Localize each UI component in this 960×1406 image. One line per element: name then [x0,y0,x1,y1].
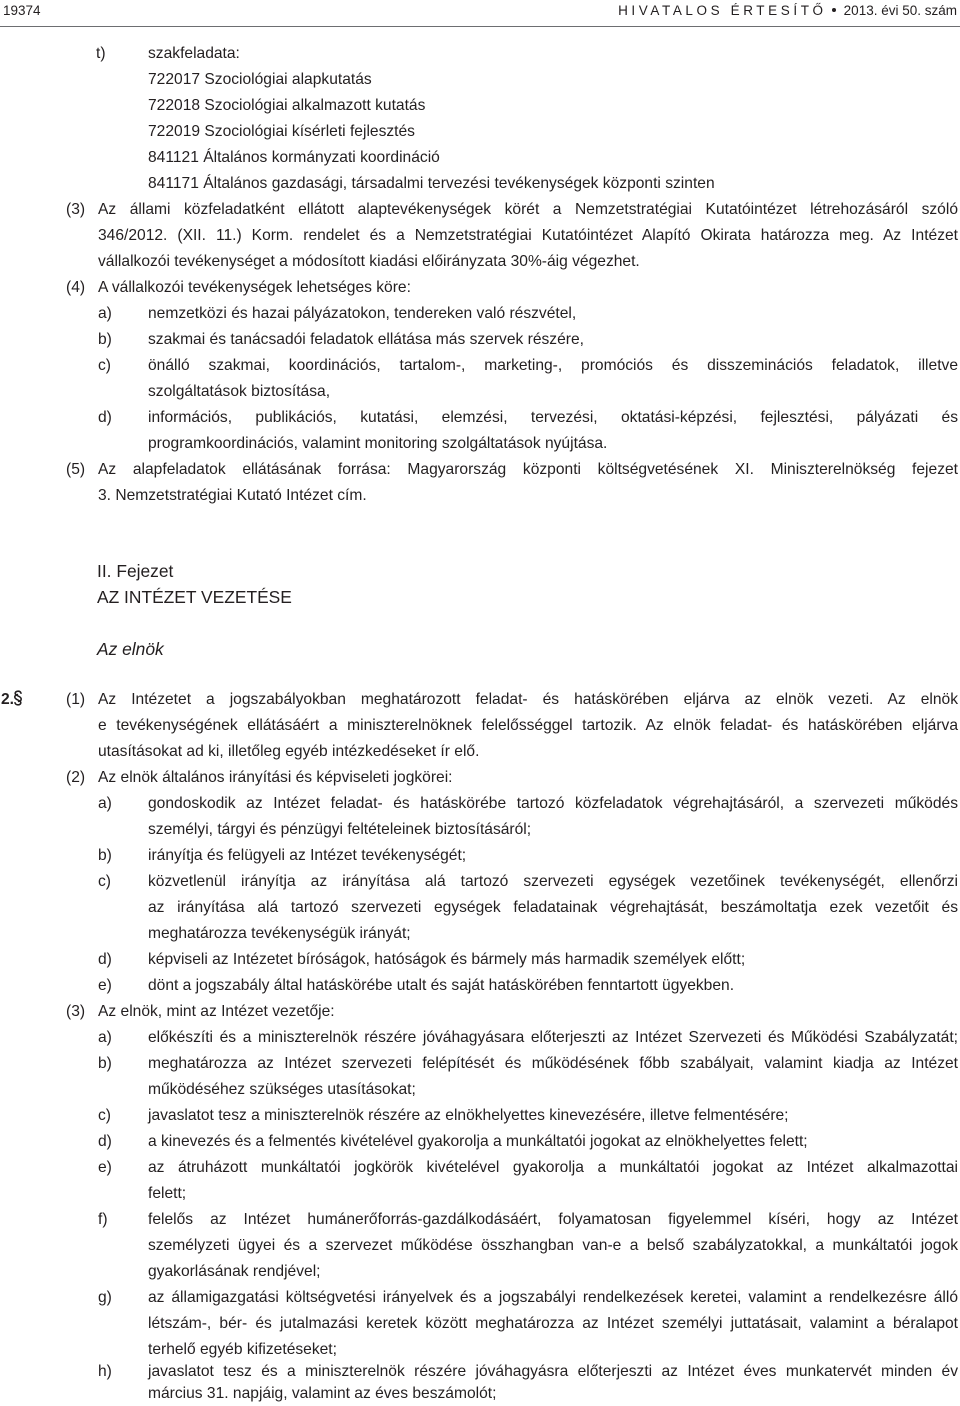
paragraph-number: (3) [66,1003,86,1020]
paragraph-number: (2) [66,769,86,786]
paragraph-line: 346/2012. (XII. 11.) Korm. rendelet és a Nemzetstratégiai Kutatóintézet Alapító Okirata határozza meg. Az Intézet [98,227,958,244]
journal-name: HIVATALOS ÉRTESÍTŐ [618,3,827,18]
item-label: a) [98,1029,112,1046]
item-line: meghatározza az Intézet szervezeti felépítését és működésének főbb szabályait, valamint kiadja az Intézet [148,1055,958,1072]
item-line: képviseli az Intézetet bíróságok, hatóságok és bármely más harmadik személyek előtt; [148,951,746,968]
activity-code: 841121 Általános kormányzati koordináció [148,149,440,166]
item-line: felett; [148,1185,187,1202]
item-line: terhelő egyéb kifizetéseket; [148,1341,337,1358]
item-line: gyakorlásának rendjével; [148,1263,321,1280]
paragraph-line: utasításokat ad ki, illetőleg egyéb intézkedéseket ír elő. [98,743,480,760]
item-label: h) [98,1363,112,1380]
paragraph-number: (4) [66,279,86,296]
paragraph-line: 3. Nemzetstratégiai Kutató Intézet cím. [98,487,367,504]
item-label: d) [98,409,112,426]
issue-label: 2013. évi 50. szám [843,3,957,18]
item-label: c) [98,1107,111,1124]
paragraph-line: e tevékenységének ellátásáért a miniszterelnöknek felelősséggel tartozik. Az elnök feladat- és hatáskörében eljárva [98,717,958,734]
item-line: önálló szakmai, koordinációs, tartalom-, marketing-, promóciós és disszeminációs feladatok, illetve [148,357,958,374]
paragraph-line: Az állami közfeladatként ellátott alaptevékenységek körét a Nemzetstratégiai Kutatóintézet létrehozásáról szóló [98,201,958,218]
item-line: szakmai és tanácsadói feladatok ellátása más szervek részére, [148,331,584,348]
item-label: b) [98,847,112,864]
section-number: 2. [1,691,15,708]
journal-title [618,3,957,18]
item-line: nemzetközi és hazai pályázatokon, tendereken való részvétel, [148,305,577,322]
item-label: e) [98,977,112,994]
item-line: gondoskodik az Intézet feladat- és hatáskörébe tartozó közfeladatok végrehajtásáról, a szervezeti működés [148,795,958,812]
chapter-subtitle: Az elnök [97,639,164,659]
item-label: c) [98,357,111,374]
paragraph-line: A vállalkozói tevékenységek lehetséges köre: [98,279,411,296]
item-line: személyzeti ügyei és a szervezet működése összhangban van-e a belső szabályzatokkal, a munkáltatói jogok [148,1237,958,1254]
chapter-title: AZ INTÉZET VEZETÉSE [97,587,292,607]
item-line: előkészíti és a miniszterelnök részére jóváhagyásara előterjeszti az Intézet Szervezeti és Működési Szabályzatát; [148,1029,958,1046]
item-line: javaslatot tesz és a miniszterelnök részére jóváhagyásra előterjeszti az Intézet éves munkatervét minden év [148,1363,958,1380]
item-line: dönt a jogszabály által hatáskörébe utalt és saját hatáskörében fenntartott ügyekben. [148,977,735,994]
running-header [0,0,960,27]
item-line: az államigazgatási költségvetési irányelvek és a jogszabályi rendelkezések keretei, valamint a rendelkezésre álló [148,1289,958,1306]
item-line: a kinevezés és a felmentés kivételével gyakorolja a munkáltatói jogokat az elnökhelyettes felett; [148,1133,808,1150]
item-line: létszám-, bér- és jutalmazási keretek között meghatározza az Intézet személyi juttatásait, valamint a béralapot [148,1315,958,1332]
paragraph-number: (3) [66,201,86,218]
item-label: a) [98,795,112,812]
item-label: d) [98,1133,112,1150]
item-line: felelős az Intézet humánerőforrás-gazdálkodásáért, folyamatosan figyelemmel kíséri, hogy az Intézet [148,1211,958,1228]
section-sign-icon [13,690,23,706]
item-line: irányítja és felügyeli az Intézet tevékenységét; [148,847,467,864]
item-line: az átruházott munkáltatói jogkörök kivételével gyakorolja a munkáltatói jogokat az Intézet alkalmazottai [148,1159,958,1176]
paragraph-line: Az elnök, mint az Intézet vezetője: [98,1003,335,1020]
item-line: meghatározza tevékenységük irányát; [148,925,411,942]
paragraph-line: Az elnök általános irányítási és képviseleti jogkörei: [98,769,453,786]
item-line: információs, publikációs, kutatási, elemzési, tervezési, oktatási-képzési, fejlesztési, pályázati és [148,409,958,426]
paragraph-line: Az Intézetet a jogszabályokban meghatározott feladat- és hatáskörében eljárva az elnök vezeti. Az elnök [98,691,958,708]
item-line: közvetlenül irányítja az irányítása alá tartozó szervezeti egységek vezetőinek tevékenységét, ellenőrzi [148,873,958,890]
activity-code: 722017 Szociológiai alapkutatás [148,71,372,88]
paragraph-line: vállalkozói tevékenységet a módosított kiadási előirányzata 30%-áig végezhet. [98,253,640,270]
item-label: t) [96,45,106,62]
chapter-number: II. Fejezet [97,561,174,581]
activity-code: 722018 Szociológiai alkalmazott kutatás [148,97,426,114]
item-label: f) [98,1211,108,1228]
paragraph-line: Az alapfeladatok ellátásának forrása: Magyarország központi költségvetésének XI. Miniszterelnökség fejezet [98,461,958,478]
item-line: március 31. napjáig, valamint az éves beszámolót; [148,1385,497,1402]
item-label: d) [98,951,112,968]
item-label: e) [98,1159,112,1176]
item-title: szakfeladata: [148,45,240,62]
page-number: 19374 [3,3,41,18]
item-label: g) [98,1289,112,1306]
item-line: az irányítása alá tartozó szervezeti egységek feladatainak végrehajtását, beszámoltatja ezek vezetőit és [148,899,958,916]
item-line: személyi, tárgyi és pénzügyi feltételeinek biztosításáról; [148,821,532,838]
item-label: b) [98,331,112,348]
paragraph-number: (5) [66,461,86,478]
activity-code: 722019 Szociológiai kísérleti fejlesztés [148,123,415,140]
item-label: c) [98,873,111,890]
separator-dot [832,8,836,12]
item-label: a) [98,305,112,322]
item-line: működéséhez szükséges utasításokat; [148,1081,416,1098]
activity-code: 841171 Általános gazdasági, társadalmi tervezési tevékenységek központi szinten [148,175,715,192]
paragraph-number: (1) [66,691,86,708]
item-label: b) [98,1055,112,1072]
item-line: programkoordinációs, valamint monitoring szolgáltatások nyújtása. [148,435,608,452]
item-line: javaslatot tesz a miniszterelnök részére az elnökhelyettes kinevezésére, illetve felmentésére; [148,1107,789,1124]
item-line: szolgáltatások biztosítása, [148,383,331,400]
